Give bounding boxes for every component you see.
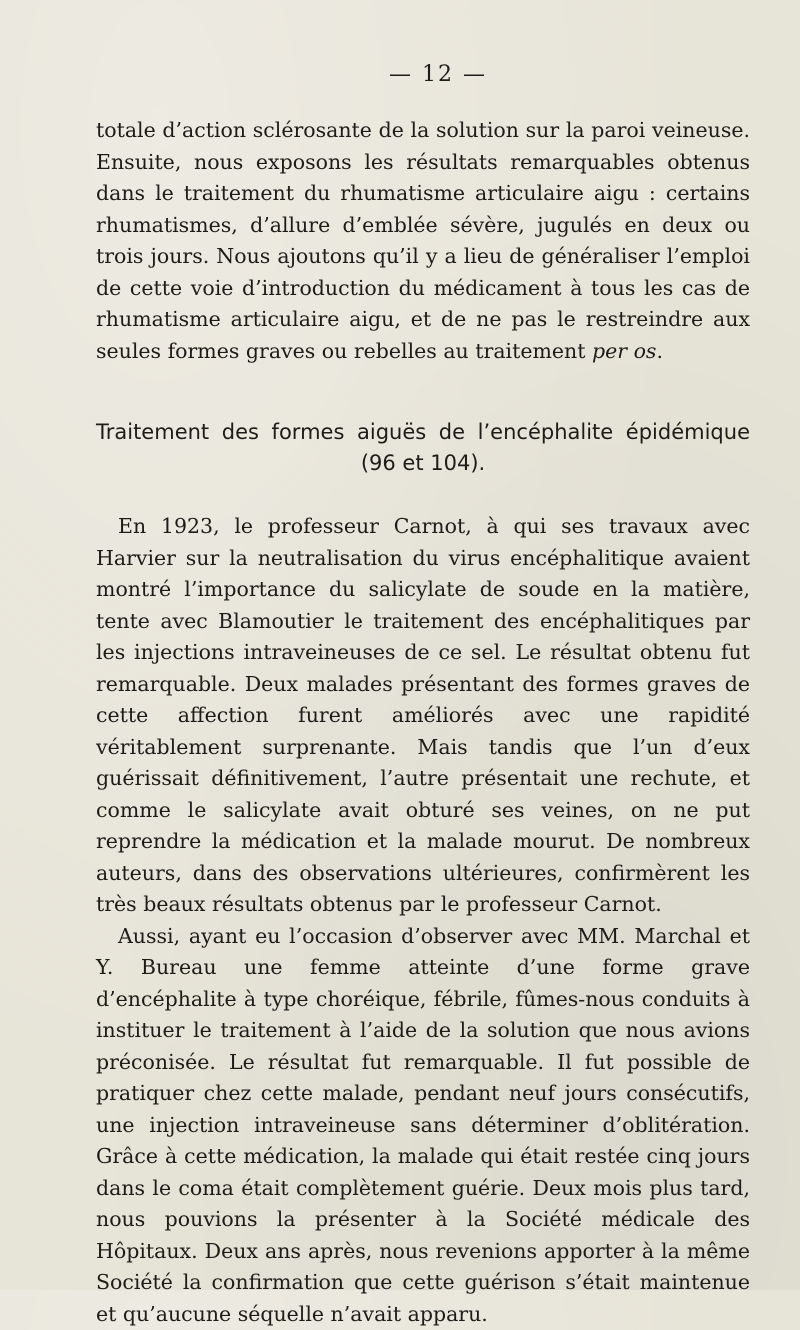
paragraph-2-text: Aussi, ayant eu l’occasion d’observer avec MM. Marchal et Y. Bureau une femme atteinte d’une forme grave d’encéphalite à type choréique, fébrile, fûmes-nous conduits à instituer le traitement à l’aide de la solution que nous avions préconisée. Le résultat fut remarquable. Il fut possible de pratiquer chez cette malade, pendant neuf jours consécutifs, une injection intraveineuse sans déterminer d’oblitération. Grâce à cette médication, la malade qui était restée cinq jours dans le coma était complètement guérie. Deux mois plus tard, nous pouvions la présenter à la Société médicale des Hôpitaux. Deux ans après, nous revenions apporter à la même Société la confirmation que cette guérison s’était maintenue et qu’aucune séquelle n’avait apparu. <box>96 924 750 1326</box>
intro-text: totale d’action sclérosante de la solution sur la paroi veineuse. Ensuite, nous exposons les résultats remarquables obtenus dans le traitement du rhumatisme articulaire aigu : certains rhumatismes, d’allure d’emblée sévère, jugulés en deux ou trois jours. Nous ajoutons qu’il y a lieu de généraliser l’emploi de cette voie d’introduction du médicament à tous les cas de rhumatisme articulaire aigu, et de ne pas le restreindre aux seules formes graves ou rebelles au traitement <box>96 118 750 363</box>
paragraph-2 <box>96 921 750 1330</box>
document-page <box>96 62 750 1330</box>
section-heading <box>96 417 750 479</box>
intro-text-end: . <box>656 339 663 363</box>
paragraph-1 <box>96 511 750 921</box>
page-number: — 12 — <box>96 62 750 87</box>
paragraph-1-text: En 1923, le professeur Carnot, à qui ses travaux avec Harvier sur la neutralisation du virus encéphalitique avaient montré l’importance du salicylate de soude en la matière, tente avec Blamoutier le traitement des encéphalitiques par les injections intraveineuses de ce sel. Le résultat obtenu fut remarquable. Deux malades présentant des formes graves de cette affection furent améliorés avec une rapidité véritablement surprenante. Mais tandis que l’un d’eux guérissait définitivement, l’autre présentait une rechute, et comme le salicylate avait obturé ses veines, on ne put reprendre la médication et la malade mourut. De nombreux auteurs, dans des observations ultérieures, confirmèrent les très beaux résultats obtenus par le professeur Carnot. <box>96 514 750 916</box>
intro-paragraph <box>96 115 750 367</box>
intro-italic-term: per os <box>592 339 656 363</box>
section-heading-refs: (96 et 104). <box>96 448 750 479</box>
section-heading-title: Traitement des formes aiguës de l’encéphalite épidémique <box>96 417 750 448</box>
